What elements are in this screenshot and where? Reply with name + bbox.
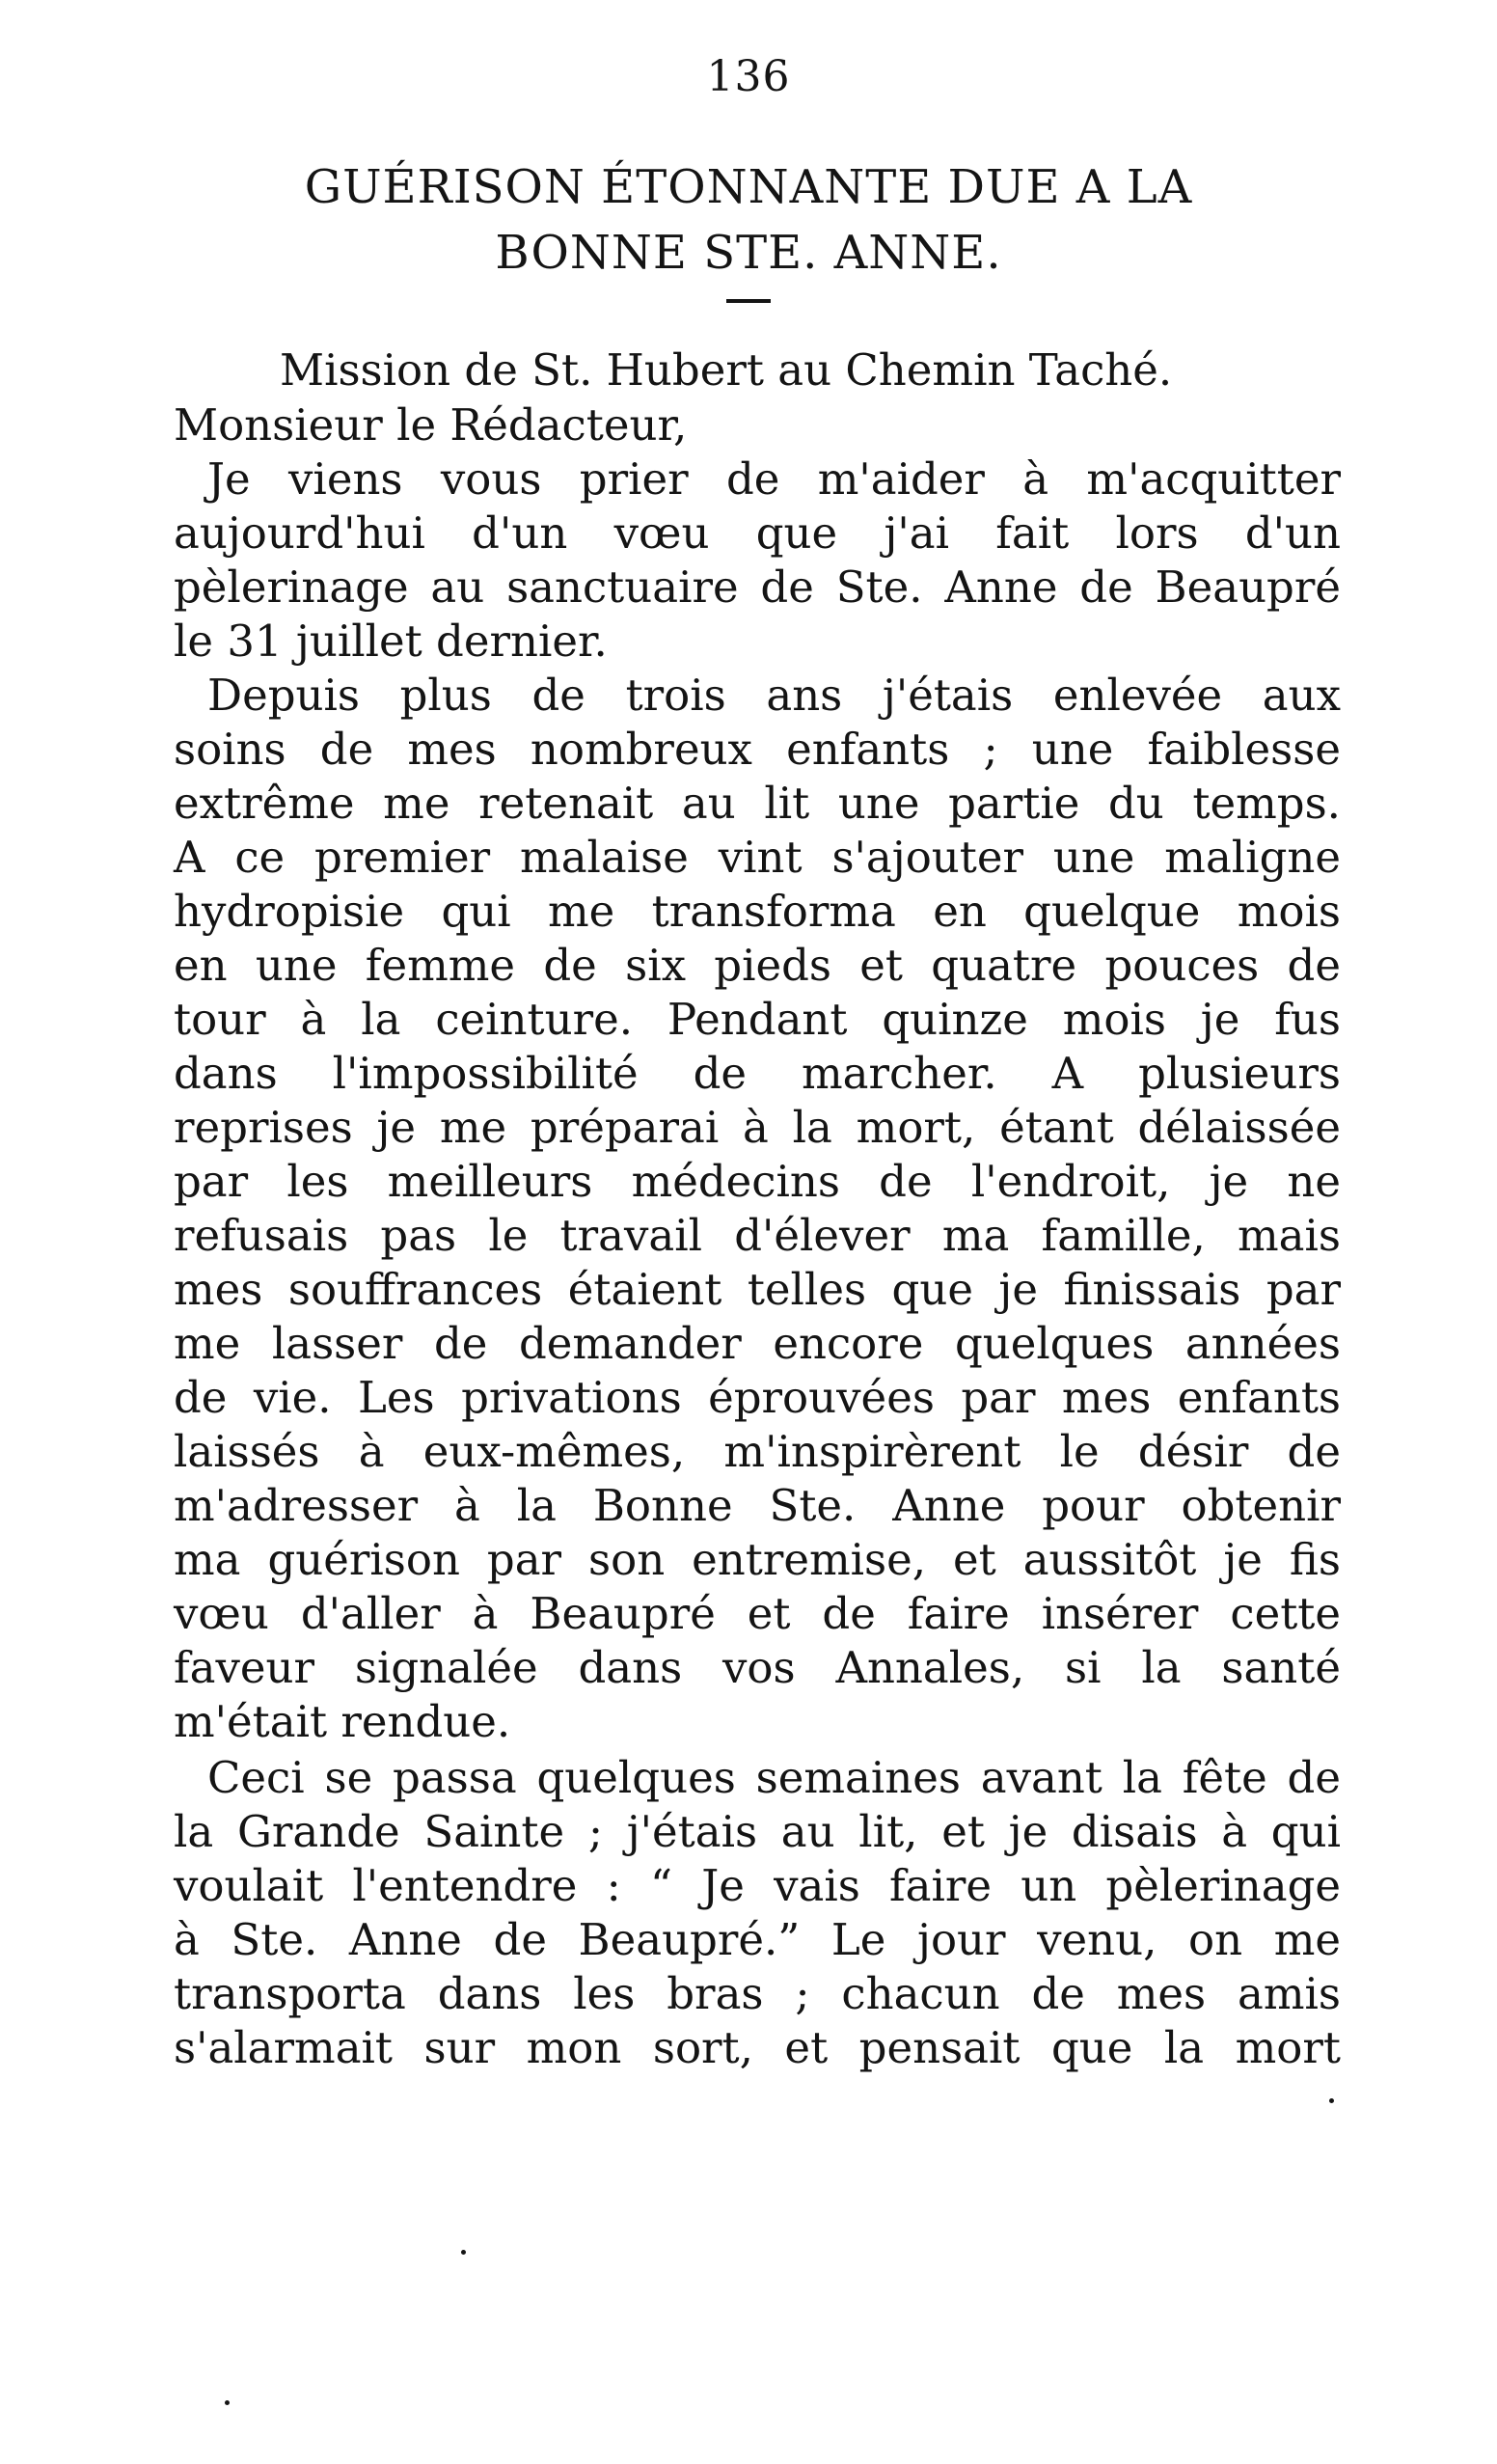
text-line: extrême me retenait au lit une partie du temps. xyxy=(174,778,1341,829)
text-line: soins de mes nombreux enfants ; une faiblesse xyxy=(174,724,1341,775)
text-line: Depuis plus de trois ans j'étais enlevée aux xyxy=(207,670,1341,721)
text-line: par les meilleurs médecins de l'endroit, je ne xyxy=(174,1156,1341,1207)
text-line: de vie. Les privations éprouvées par mes enfants xyxy=(174,1372,1341,1423)
text-line: à Ste. Anne de Beaupré.” Le jour venu, on me xyxy=(174,1914,1341,1965)
article-title xyxy=(145,154,1352,286)
text-line: en une femme de six pieds et quatre pouces de xyxy=(174,940,1341,991)
text-line: A ce premier malaise vint s'ajouter une maligne xyxy=(174,832,1341,883)
text-line: Je viens vous prier de m'aider à m'acquitter xyxy=(207,453,1341,505)
text-line: laissés à eux-mêmes, m'inspirèrent le désir de xyxy=(174,1426,1341,1477)
print-speck xyxy=(225,2400,230,2405)
text-line: tour à la ceinture. Pendant quinze mois je fus xyxy=(174,994,1341,1045)
text-line: Ceci se passa quelques semaines avant la fête de xyxy=(207,1752,1341,1803)
text-line: la Grande Sainte ; j'étais au lit, et je disais à qui xyxy=(174,1806,1341,1857)
text-line: le 31 juillet dernier. xyxy=(174,616,608,667)
text-line: pèlerinage au sanctuaire de Ste. Anne de Beaupré xyxy=(174,561,1341,613)
text-line: faveur signalée dans vos Annales, si la santé xyxy=(174,1642,1341,1693)
text-line: m'adresser à la Bonne Ste. Anne pour obtenir xyxy=(174,1480,1341,1531)
text-line: hydropisie qui me transforma en quelque mois xyxy=(174,886,1341,937)
print-speck xyxy=(1329,2098,1334,2103)
text-line: dans l'impossibilité de marcher. A plusieurs xyxy=(174,1048,1341,1099)
text-line: voulait l'entendre : “ Je vais faire un pèlerinage xyxy=(174,1860,1341,1911)
title-line-1: GUÉRISON ÉTONNANTE DUE A LA xyxy=(304,160,1193,214)
text-line: refusais pas le travail d'élever ma famille, mais xyxy=(174,1210,1341,1261)
letter-salutation: Monsieur le Rédacteur, xyxy=(174,399,688,451)
text-line: m'était rendue. xyxy=(174,1696,511,1747)
text-line: aujourd'hui d'un vœu que j'ai fait lors d'un xyxy=(174,507,1341,559)
text-line: mes souffrances étaient telles que je finissais par xyxy=(174,1264,1341,1315)
print-speck xyxy=(461,2250,466,2255)
text-line: transporta dans les bras ; chacun de mes amis xyxy=(174,1968,1341,2019)
text-line: reprises je me préparai à la mort, étant délaissée xyxy=(174,1102,1341,1153)
letter-location: Mission de St. Hubert au Chemin Taché. xyxy=(280,344,1173,396)
text-line: ma guérison par son entremise, et aussitôt je fis xyxy=(174,1534,1341,1585)
page-number: 136 xyxy=(706,52,791,101)
title-divider xyxy=(726,299,771,303)
text-line: s'alarmait sur mon sort, et pensait que la mort xyxy=(174,2022,1341,2073)
title-line-2: BONNE STE. ANNE. xyxy=(495,226,1002,280)
text-line: vœu d'aller à Beaupré et de faire insérer cette xyxy=(174,1588,1341,1639)
text-line: me lasser de demander encore quelques années xyxy=(174,1318,1341,1369)
